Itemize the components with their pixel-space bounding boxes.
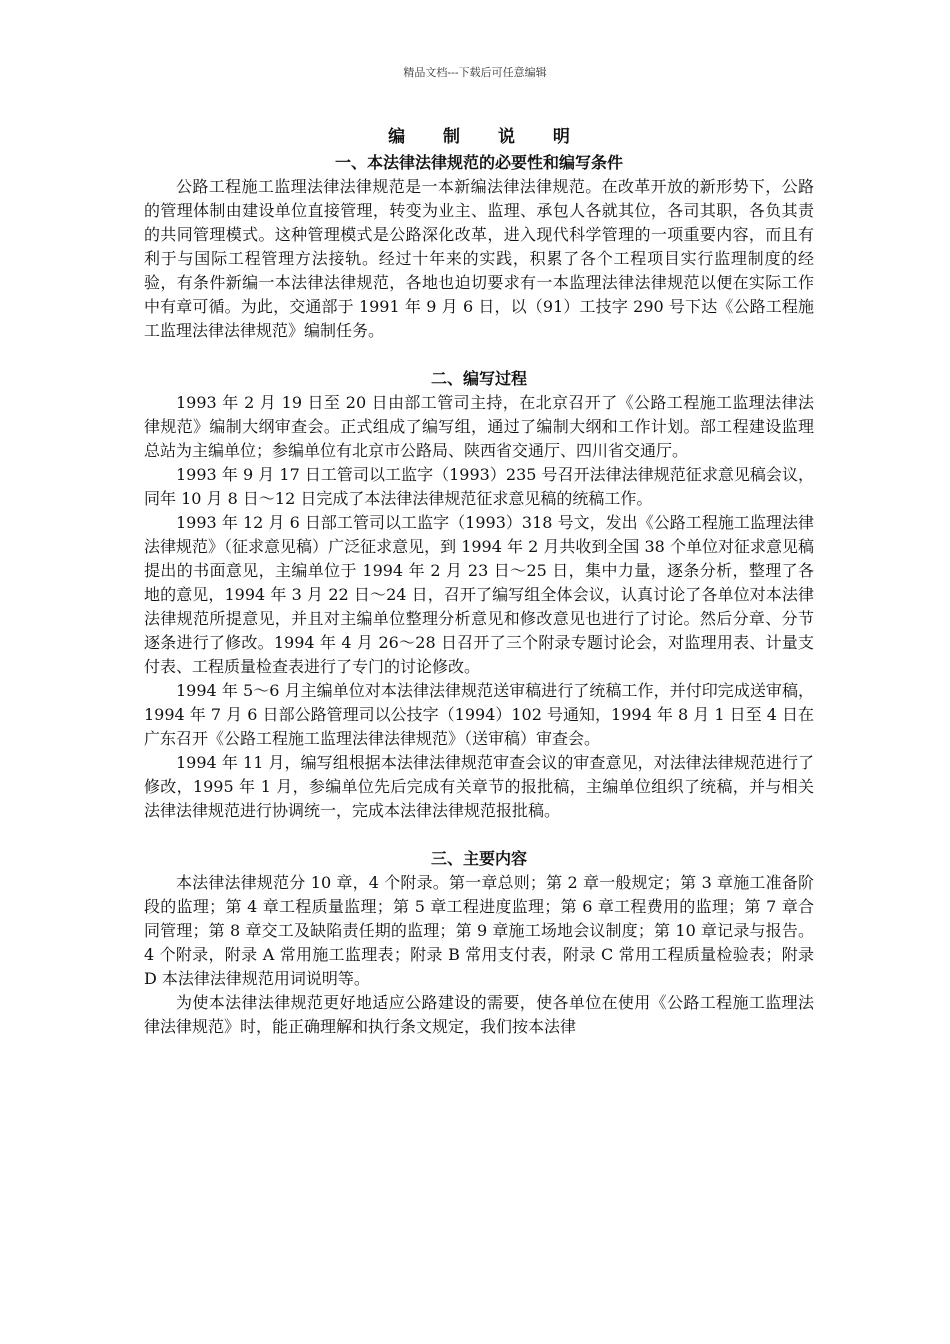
section-heading: 一、本法律法律规范的必要性和编写条件 bbox=[334, 153, 623, 172]
paragraph: 1993 年 2 月 19 日至 20 日由部工管司主持，在北京召开了《公路工程施工监理法律法律规范》编制大纲审查会。正式组成了编写组，通过了编制大纲和工作计划。部工程建设监理总站为主编单位；参编单位有北京市公路局、陕西省交通厅、四川省交通厅。 bbox=[144, 393, 814, 460]
paragraph: 1993 年 12 月 6 日部工管司以工监字（1993）318 号文，发出《公路工程施工监理法律法律规范》（征求意见稿）广泛征求意见，到 1994 年 2 月共收到全国 38 个单位对征求意见稿提出的书面意见，主编单位于 1994 年 2 月 23 日～25 日，集中力量，逐条分析，整理了各地的意见，1994 年 3 月 22 日～24 日，召开了编写组全体会议，认真讨论了各单位对本法律法律规范所提意见，并且对主编单位整理分析意见和修改意见也进行了讨论。然后分章、分节逐条进行了修改。1994 年 4 月 26～28 日召开了三个附录专题讨论会，对监理用表、计量支付表、工程质量检查表进行了专门的讨论修改。 bbox=[144, 513, 814, 676]
document-body bbox=[144, 124, 814, 1039]
paragraph: 为使本法律法律规范更好地适应公路建设的需要，使各单位在使用《公路工程施工监理法律法律规范》时，能正确理解和执行条文规定，我们按本法律 bbox=[144, 993, 814, 1036]
paragraph: 1994 年 5～6 月主编单位对本法律法律规范送审稿进行了统稿工作，并付印完成送审稿，1994 年 7 月 6 日部公路管理司以公技字（1994）102 号通知，1994 年 8 月 1 日至 4 日在广东召开《公路工程施工监理法律法律规范》（送审稿）审查会。 bbox=[144, 681, 814, 748]
paragraph: 本法律法律规范分 10 章，4 个附录。第一章总则；第 2 章一般规定；第 3 章施工准备阶段的监理；第 4 章工程质量监理；第 5 章工程进度监理；第 6 章工程费用的监理；第 7 章合同管理；第 8 章交工及缺陷责任期的监理；第 9 章施工场地会议制度；第 10 章记录与报告。4 个附录，附录 A 常用施工监理表；附录 B 常用支付表，附录 C 常用工程质量检验表；附录 D 本法律法律规范用词说明等。 bbox=[144, 873, 814, 988]
document-title: 编 制 说 明 bbox=[388, 127, 586, 147]
section-heading: 三、主要内容 bbox=[430, 849, 527, 868]
section-2 bbox=[144, 367, 814, 823]
section-3 bbox=[144, 847, 814, 1039]
section-1 bbox=[144, 151, 814, 343]
header-note: 精品文档---下载后可任意编辑 bbox=[403, 66, 547, 79]
section-spacer bbox=[144, 823, 814, 847]
paragraph: 1993 年 9 月 17 日工管司以工监字（1993）235 号召开法律法律规范征求意见稿会议，同年 10 月 8 日～12 日完成了本法律法律规范征求意见稿的统稿工作。 bbox=[144, 465, 814, 508]
paragraph: 公路工程施工监理法律法律规范是一本新编法律法律规范。在改革开放的新形势下，公路的管理体制由建设单位直接管理，转变为业主、监理、承包人各就其位，各司其职，各负其责的共同管理模式。这种管理模式是公路深化改革，进入现代科学管理的一项重要内容，而且有利于与国际工程管理方法接轨。经过十年来的实践，积累了各个工程项目实行监理制度的经验，有条件新编一本法律法律规范，各地也迫切要求有一本监理法律法律规范以便在实际工作中有章可循。为此，交通部于 1991 年 9 月 6 日，以（91）工技字 290 号下达《公路工程施工监理法律法律规范》编制任务。 bbox=[144, 177, 814, 340]
section-spacer bbox=[144, 343, 814, 367]
section-heading: 二、编写过程 bbox=[430, 369, 527, 388]
paragraph: 1994 年 11 月，编写组根据本法律法律规范审查会议的审查意见，对法律法律规范进行了修改，1995 年 1 月，参编单位先后完成有关章节的报批稿，主编单位组织了统稿，并与相关法律法律规范进行协调统一，完成本法律法律规范报批稿。 bbox=[144, 753, 814, 820]
